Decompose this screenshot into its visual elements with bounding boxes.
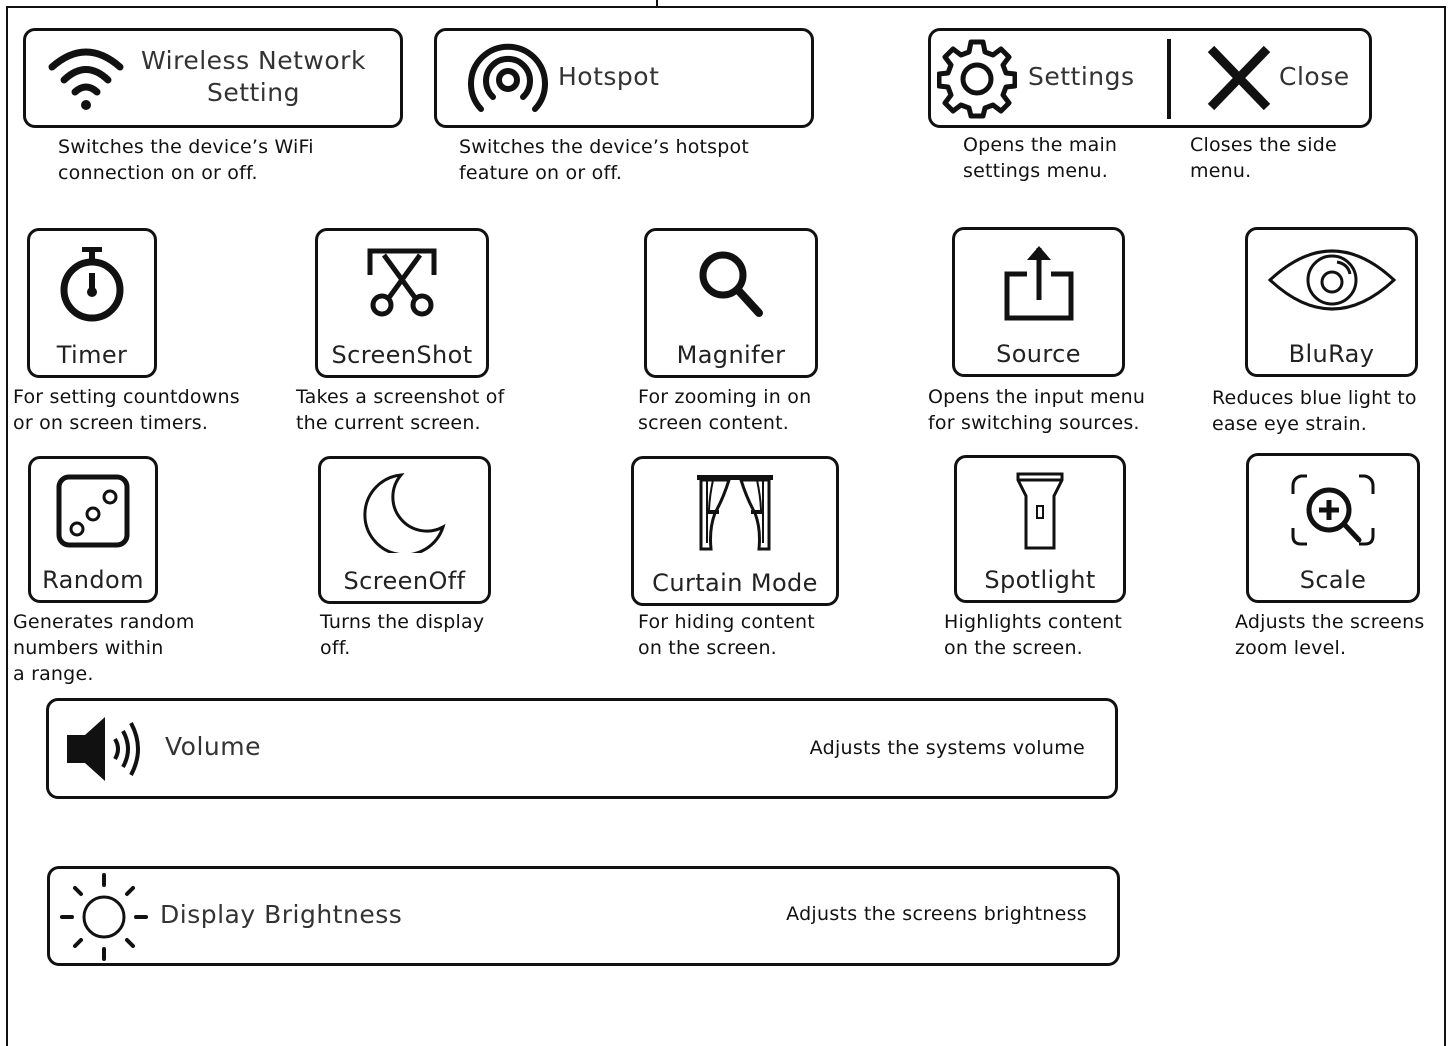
close-icon [1207,45,1271,111]
gear-icon [937,39,1017,119]
scale-button[interactable] [1246,453,1420,603]
scissors-icon [318,241,486,323]
wifi-icon [46,43,126,111]
brightness-description: Adjusts the screens brightness [786,903,1087,925]
volume-bar[interactable] [46,698,1118,799]
wifi-description: Switches the device’s WiFi connection on or off. [58,136,314,184]
bluray-button[interactable] [1245,227,1418,377]
curtain-mode-label: Curtain Mode [652,569,818,597]
close-description: Closes the side menu. [1190,134,1337,182]
spotlight-button[interactable] [954,455,1126,603]
screenoff-label: ScreenOff [343,567,466,595]
eye-icon [1248,240,1415,320]
magnifier-icon [647,241,815,325]
share-icon [955,240,1122,324]
top-divider-tick [656,0,658,8]
speaker-icon [65,713,151,785]
screenshot-description: Takes a screenshot of the current screen. [296,386,505,434]
spotlight-label: Spotlight [984,566,1096,594]
hotspot-button[interactable] [434,28,814,128]
brightness-label: Display Brightness [160,900,403,929]
curtain-mode-button[interactable] [631,456,839,606]
random-description: Generates random numbers within a range. [13,611,195,685]
bluray-label: BluRay [1288,340,1375,368]
source-button[interactable] [952,227,1125,377]
brightness-bar[interactable] [47,866,1120,966]
screenshot-button[interactable] [315,228,489,378]
screenoff-button[interactable] [318,456,491,604]
magnifier-label: Magnifer [676,341,786,369]
flashlight-icon [957,466,1123,550]
close-button[interactable] [1173,31,1369,125]
hotspot-icon [467,41,549,119]
zoom-scale-icon [1249,466,1417,550]
magnifier-description: For zooming in on screen content. [638,386,812,434]
timer-label: Timer [56,341,128,369]
settings-label: Settings [1028,62,1135,91]
scale-description: Adjusts the screens zoom level. [1235,611,1425,659]
settings-button[interactable] [931,31,1167,125]
curtain-mode-description: For hiding content on the screen. [638,611,815,659]
screenshot-label: ScreenShot [331,341,473,369]
moon-icon [321,469,488,553]
curtain-icon [634,469,836,553]
timer-button[interactable] [27,228,157,378]
settings-close-group [928,28,1372,128]
magnifier-button[interactable] [644,228,818,378]
source-description: Opens the input menu for switching sources. [928,386,1146,434]
settings-description: Opens the main settings menu. [963,134,1118,182]
stopwatch-icon [30,241,154,325]
hotspot-label: Hotspot [558,62,660,91]
random-label: Random [42,566,144,594]
wifi-button[interactable] [23,28,403,128]
scale-label: Scale [1299,566,1367,594]
dice-icon [31,469,155,549]
spotlight-description: Highlights content on the screen. [944,611,1123,659]
bluray-description: Reduces blue light to ease eye strain. [1212,387,1417,435]
sun-icon [54,871,150,963]
source-label: Source [996,340,1081,368]
timer-description: For setting countdowns or on screen timers. [13,386,240,434]
screenoff-description: Turns the display off. [320,611,485,659]
volume-description: Adjusts the systems volume [809,737,1085,759]
volume-label: Volume [165,732,261,761]
random-button[interactable] [28,456,158,603]
settings-close-divider [1167,39,1171,119]
wifi-label: Wireless Network Setting [141,46,366,107]
hotspot-description: Switches the device’s hotspot feature on or off. [459,136,750,184]
close-label: Close [1279,62,1350,91]
